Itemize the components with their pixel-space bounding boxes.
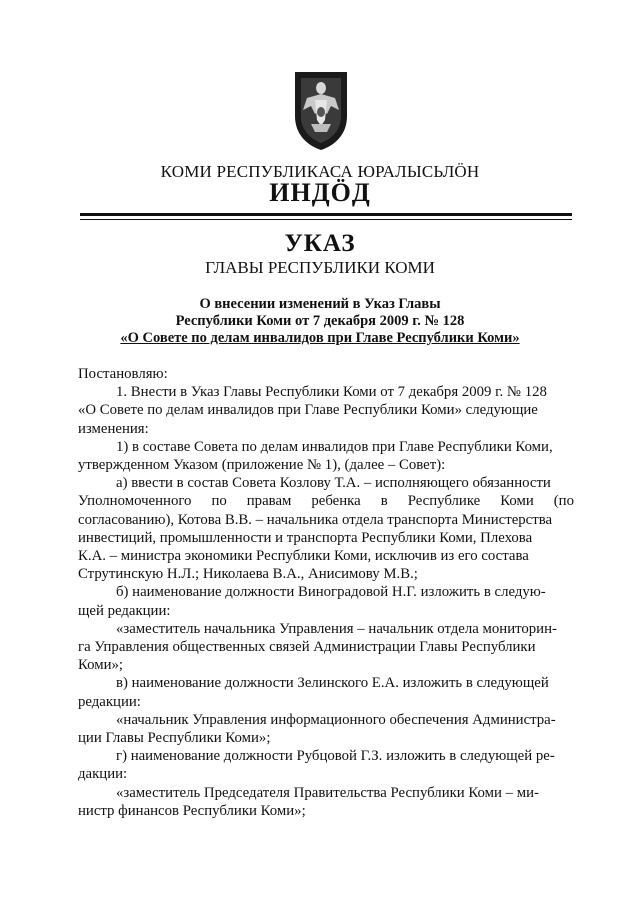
coat-of-arms-emblem [293,70,349,152]
document-title-line-2: Республики Коми от 7 декабря 2009 г. № 128 [175,313,465,329]
body-line: а) ввести в состав Совета Козлову Т.А. – исполняющего обязанности [116,475,551,492]
body-line: 1) в составе Совета по делам инвалидов при Главе Республики Коми, [116,438,553,455]
body-line: 1. Внести в Указ Главы Республики Коми от 7 декабря 2009 г. № 128 [116,384,547,401]
body-line: Коми»; [78,657,124,674]
body-line: «О Совете по делам инвалидов при Главе Республики Коми» следующие [78,402,538,419]
document-title-line-1: О внесении изменений в Указ Главы [199,296,441,312]
body-line: б) наименование должности Виноградовой Н.Г. изложить в следую- [116,584,546,601]
body-line: согласованию), Котова В.В. – начальника отдела транспорта Министерства [78,511,553,528]
indod-heading: ИНДӦД [269,178,371,207]
body-line: «начальник Управления информационного обеспечения Администра- [116,711,556,728]
republic-name-komi: КОМИ РЕСПУБЛИКАСА ЮРАЛЫСЬЛӦН [160,162,480,181]
body-line: га Управления общественных связей Администрации Главы Республики [78,639,536,656]
body-line: изменения: [78,420,149,437]
body-line: в) наименование должности Зелинского Е.А. изложить в следующей [116,675,549,692]
body-line: Уполномоченного по правам ребенка в Республике Коми (по [78,493,574,510]
header-divider-thin [80,219,572,220]
body-line: К.А. – министра экономики Республики Коми, исключив из его состава [78,548,529,565]
document-body [78,365,574,820]
body-line: дакции: [78,766,128,783]
document-title-line-3: «О Совете по делам инвалидов при Главе Республики Коми» [120,330,520,346]
body-line: «заместитель начальника Управления – начальник отдела мониторин- [116,620,557,637]
body-line: «заместитель Председателя Правительства Республики Коми – ми- [116,784,539,801]
body-line: инвестиций, промышленности и транспорта Республики Коми, Плехова [78,529,533,546]
body-line: Постановляю: [78,366,168,382]
body-line: Струтинскую Н.Л.; Николаева В.А., Анисимову М.В.; [78,566,418,583]
body-line: редакции: [78,693,141,710]
body-line: ции Главы Республики Коми»; [78,730,271,747]
issuer-subtitle: ГЛАВЫ РЕСПУБЛИКИ КОМИ [205,258,435,277]
body-line: утвержденном Указом (приложение № 1), (далее – Совет): [78,457,446,474]
body-line: нистр финансов Республики Коми»; [78,802,306,819]
body-line: г) наименование должности Рубцовой Г.З. изложить в следующей ре- [116,748,555,765]
body-line: щей редакции: [78,602,171,619]
ukaz-heading: УКАЗ [284,230,356,257]
header-divider-thick [80,213,572,216]
